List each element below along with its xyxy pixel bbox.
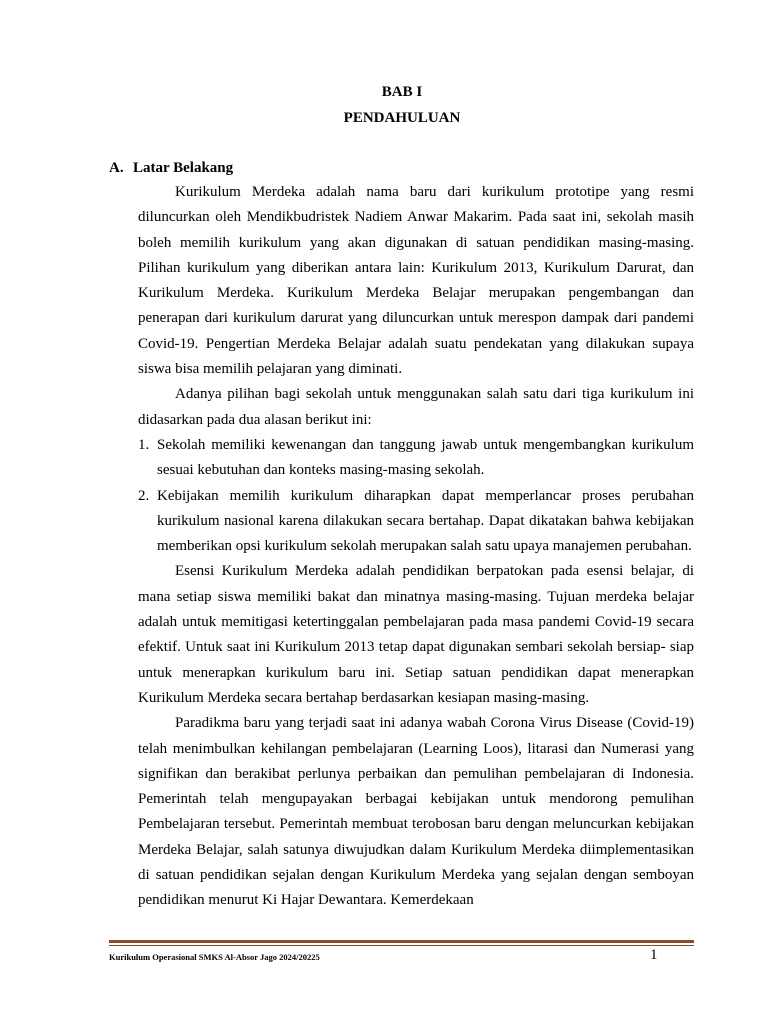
section-heading [109,160,233,177]
paragraph-kurikulum-merdeka: Kurikulum Merdeka adalah nama baru dari kurikulum prototipe yang resmi diluncurkan oleh Mendikbudristek Nadiem Anwar Makarim. Pada saat ini, sekolah masih boleh memilih kurikulum yang akan digunakan di satuan pendidikan masing-masing. Pilihan kurikulum yang diberikan antara lain: Kurikulum 2013, Kurikulum Darurat, dan Kurikulum Merdeka. Kurikulum Merdeka Belajar merupakan pengembangan dan penerapan dari kurikulum darurat yang diluncurkan untuk merespon dampak dari pandemi Covid-19. Pengertian Merdeka Belajar adalah suatu pendekatan yang dilakukan supaya siswa bisa memilih pelajaran yang diminati. [138,184,694,378]
footer-rule-thick [109,940,694,943]
section-title: Latar Belakang [133,160,234,176]
paragraph-pilihan-kurikulum: Adanya pilihan bagi sekolah untuk menggunakan salah satu dari tiga kurikulum ini didasarkan pada dua alasan berikut ini: [138,386,694,428]
footer-rule-thin [109,945,694,946]
list-item-text: Sekolah memiliki kewenangan dan tanggung jawab untuk mengembangkan kurikulum sesuai kebutuhan dan konteks masing-masing sekolah. [157,436,694,479]
list-item-text: Kebijakan memilih kurikulum diharapkan dapat memperlancar proses perubahan kurikulum nasional karena dilakukan secara bertahap. Dapat dikatakan bahwa kebijakan memberikan opsi kurikulum sekolah merupakan salah satu upaya manajemen perubahan. [157,487,694,555]
body-text [138,180,694,914]
section-letter: A. [109,160,124,176]
list-item [138,484,694,560]
chapter-number: BAB I [381,84,423,100]
reasons-list [138,433,694,559]
paragraph-paradikma: Paradikma baru yang terjadi saat ini adanya wabah Corona Virus Disease (Covid-19) telah menimbulkan kehilangan pembelajaran (Learning Loos), litarasi dan Numerasi yang signifikan dan berakibat perlunya perbaikan dan pemulihan pembelajaran di Indonesia. Pemerintah telah mengupayakan berbagai kebijakan untuk mendorong pemulihan Pembelajaran tersebut. Pemerintah membuat terobosan baru dengan meluncurkan kebijakan Merdeka Belajar, salah satunya diwujudkan dalam Kurikulum Merdeka diimplementasikan di satuan pendidikan sejalan dengan Kurikulum Merdeka yang sejalan dengan semboyan pendidikan menurut Ki Hajar Dewantara. Kemerdekaan [138,715,694,909]
footer-document-title: Kurikulum Operasional SMKS Al-Absor Jago 2024/20225 [109,952,320,962]
page-number: 1 [650,947,658,963]
paragraph-esensi: Esensi Kurikulum Merdeka adalah pendidikan berpatokan pada esensi belajar, di mana setiap siswa memiliki bakat dan minatnya masing-masing. Tujuan merdeka belajar adalah untuk memitigasi ketertinggalan pembelajaran pada masa pandemi Covid-19 secara efektif. Untuk saat ini Kurikulum 2013 tetap dapat digunakan sembari sekolah bersiap- siap untuk menerapkan kurikulum baru ini. Setiap satuan pendidikan dapat menerapkan Kurikulum Merdeka secara bertahap berdasarkan kesiapan masing-masing. [138,563,694,706]
list-item [138,433,694,484]
chapter-title: PENDAHULUAN [343,110,461,126]
list-item-number: 1. [138,436,150,453]
list-item-number: 2. [138,487,150,504]
